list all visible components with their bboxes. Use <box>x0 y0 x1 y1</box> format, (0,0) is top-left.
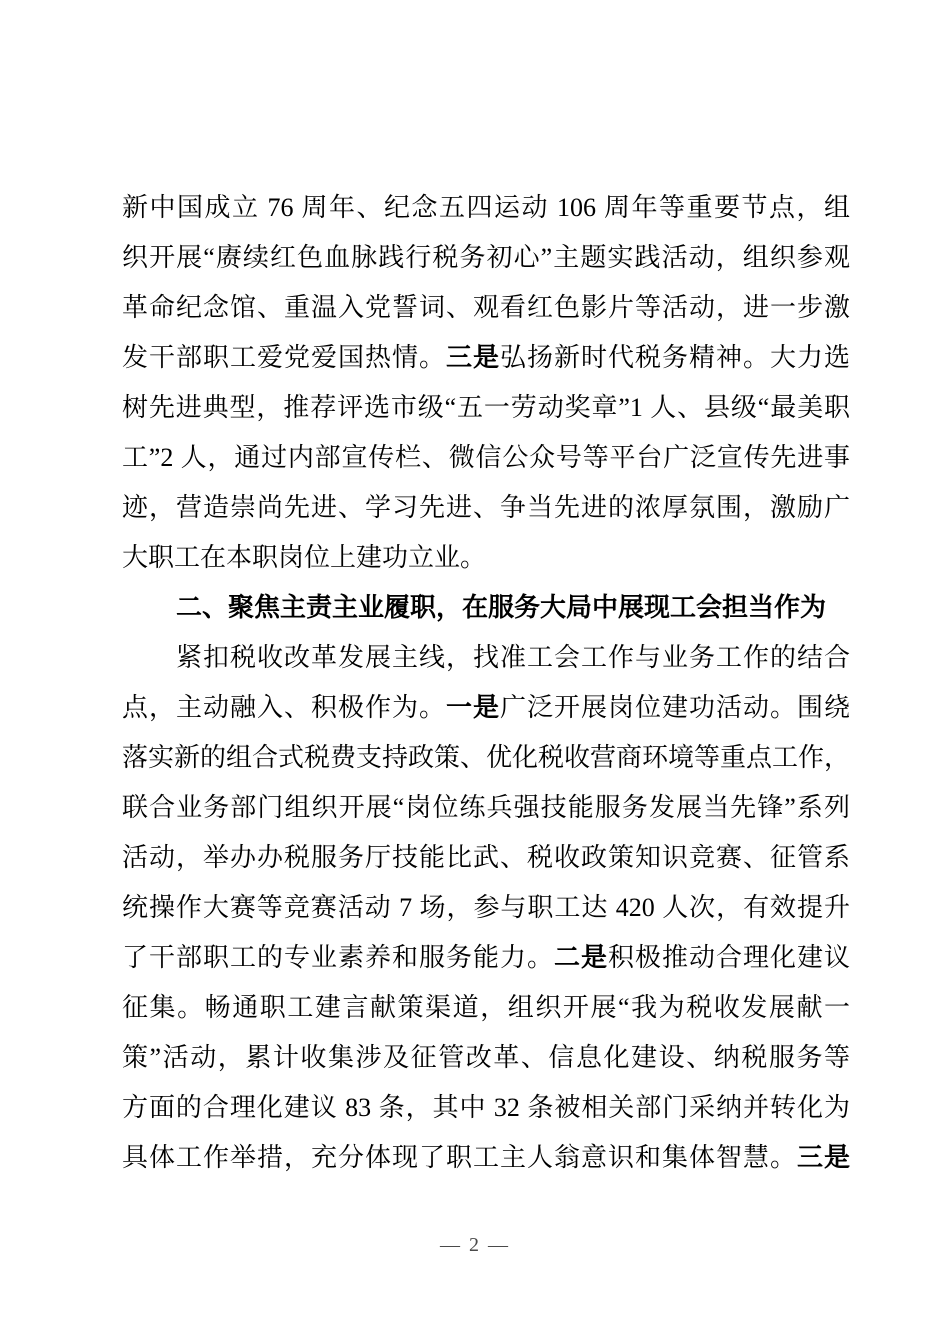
text-segment: 紧扣税收改革发展主线，找准工会工作与业务工作的结合 <box>176 643 850 672</box>
document-body <box>122 183 850 1183</box>
text-segment: 了干部职工的专业素养和服务能力。 <box>122 943 554 972</box>
text-line-5 <box>122 383 850 433</box>
text-segment: 工”2 人，通过内部宣传栏、微信公众号等平台广泛宣传先进事 <box>122 443 850 472</box>
page-number: — 2 — <box>440 1234 510 1256</box>
bold-text-segment: 三是 <box>445 343 500 372</box>
text-line-14 <box>122 833 850 883</box>
text-segment: 积极推动合理化建议 <box>607 943 850 972</box>
text-segment: 迹，营造崇尚先进、学习先进、争当先进的浓厚氛围，激励广 <box>122 493 850 522</box>
text-line-11 <box>122 683 850 733</box>
text-segment: 树先进典型，推荐评选市级“五一劳动奖章”1 人、县级“最美职 <box>122 393 850 422</box>
bold-text-segment: 二、聚焦主责主业履职，在服务大局中展现工会担当作为 <box>176 593 827 622</box>
text-line-7 <box>122 483 850 533</box>
text-line-8 <box>122 533 850 583</box>
text-line-10 <box>122 633 850 683</box>
bold-text-segment: 三是 <box>796 1143 850 1172</box>
text-segment: 策”活动，累计收集涉及征管改革、信息化建设、纳税服务等 <box>122 1043 850 1072</box>
bold-text-segment: 二是 <box>553 943 608 972</box>
text-line-2 <box>122 233 850 283</box>
text-segment: 弘扬新时代税务精神。大力选 <box>499 343 850 372</box>
text-segment: 大职工在本职岗位上建功立业。 <box>122 543 487 572</box>
text-segment: 织开展“赓续红色血脉践行税务初心”主题实践活动，组织参观 <box>122 243 850 272</box>
text-line-15 <box>122 883 850 933</box>
text-segment: 联合业务部门组织开展“岗位练兵强技能服务发展当先锋”系列 <box>122 793 850 822</box>
text-segment: 活动，举办办税服务厅技能比武、税收政策知识竞赛、征管系 <box>122 843 850 872</box>
text-segment: 发干部职工爱党爱国热情。 <box>122 343 446 372</box>
text-segment: 点，主动融入、积极作为。 <box>122 693 446 722</box>
text-segment: 革命纪念馆、重温入党誓词、观看红色影片等活动，进一步激 <box>122 293 850 322</box>
text-line-20 <box>122 1133 850 1183</box>
text-line-13 <box>122 783 850 833</box>
text-line-12 <box>122 733 850 783</box>
text-line-19 <box>122 1083 850 1133</box>
page-footer <box>0 1234 950 1257</box>
text-segment: 方面的合理化建议 83 条，其中 32 条被相关部门采纳并转化为 <box>122 1093 850 1122</box>
text-segment: 新中国成立 76 周年、纪念五四运动 106 周年等重要节点，组 <box>122 193 850 222</box>
text-line-3 <box>122 283 850 333</box>
text-line-18 <box>122 1033 850 1083</box>
text-line-4 <box>122 333 850 383</box>
text-line-16 <box>122 933 850 983</box>
text-line-9 <box>122 583 850 633</box>
text-segment: 广泛开展岗位建功活动。围绕 <box>499 693 850 722</box>
bold-text-segment: 一是 <box>445 693 500 722</box>
text-segment: 落实新的组合式税费支持政策、优化税收营商环境等重点工作， <box>122 743 851 772</box>
text-line-1 <box>122 183 850 233</box>
text-segment: 征集。畅通职工建言献策渠道，组织开展“我为税收发展献一 <box>122 993 850 1022</box>
text-line-17 <box>122 983 850 1033</box>
text-segment: 具体工作举措，充分体现了职工主人翁意识和集体智慧。 <box>122 1143 797 1172</box>
text-line-6 <box>122 433 850 483</box>
text-segment: 统操作大赛等竞赛活动 7 场，参与职工达 420 人次，有效提升 <box>122 893 850 922</box>
